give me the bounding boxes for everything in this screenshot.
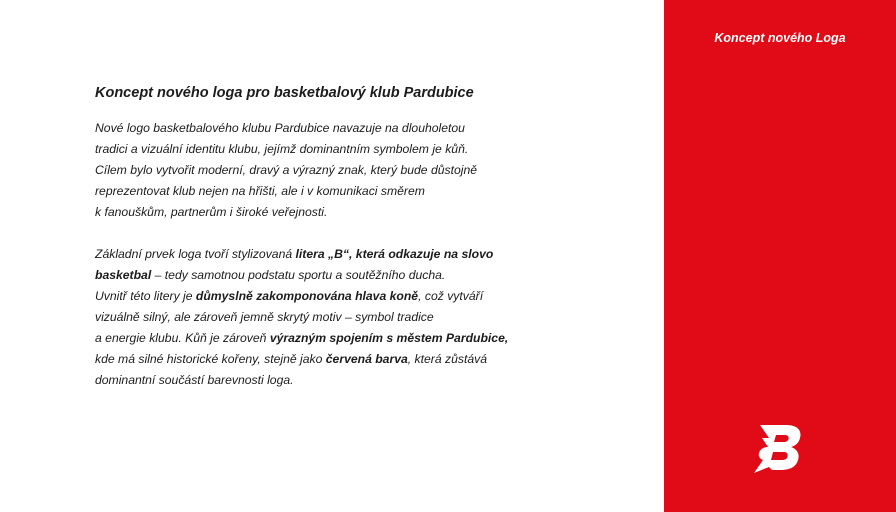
text-line — [95, 265, 545, 286]
description-paragraph — [95, 244, 545, 391]
text-run: Uvnitř této litery je — [95, 289, 196, 303]
emphasis-text: červená barva — [325, 352, 408, 366]
text-line — [95, 349, 545, 370]
document-content — [95, 82, 545, 391]
text-run: kde má silné historické kořeny, stejně jako — [95, 352, 326, 366]
text-line: dominantní součástí barevnosti loga. — [95, 373, 294, 387]
page-title: Koncept nového loga pro basketbalový klub Pardubice — [95, 85, 474, 101]
text-line: reprezentovat klub nejen na hřišti, ale i v komunikaci směrem — [95, 184, 425, 198]
text-line — [95, 328, 545, 349]
text-line: vizuálně silný, ale zároveň jemně skrytý motiv – symbol tradice — [95, 310, 434, 324]
text-run: a energie klubu. Kůň je zároveň — [95, 331, 270, 345]
text-run: , která zůstává — [407, 352, 488, 366]
emphasis-text: výrazným spojením s městem Pardubice, — [269, 331, 509, 345]
intro-paragraph — [95, 118, 545, 223]
text-line: Nové logo basketbalového klubu Pardubice navazuje na dlouholetou — [95, 121, 465, 135]
red-sidebar-panel — [664, 0, 896, 512]
text-line — [95, 286, 545, 307]
emphasis-text: basketbal — [95, 268, 152, 282]
emphasis-text: litera „B“, která odkazuje na slovo — [295, 247, 494, 261]
sidebar-title: Koncept nového Loga — [714, 31, 846, 45]
text-run: , což vytváří — [418, 289, 484, 303]
text-run: – tedy samotnou podstatu sportu a soutěžního ducha. — [151, 268, 446, 282]
emphasis-text: důmyslně zakomponována hlava koně — [195, 289, 419, 303]
text-line: tradici a vizuální identitu klubu, jejímž dominantním symbolem je kůň. — [95, 142, 469, 156]
text-run: Základní prvek loga tvoří stylizovaná — [95, 247, 296, 261]
text-line: k fanouškům, partnerům i široké veřejnosti. — [95, 205, 328, 219]
text-line: Cílem bylo vytvořit moderní, dravý a výrazný znak, který bude důstojně — [95, 163, 478, 177]
text-line — [95, 244, 545, 265]
club-b-horse-logo-icon — [752, 422, 804, 474]
